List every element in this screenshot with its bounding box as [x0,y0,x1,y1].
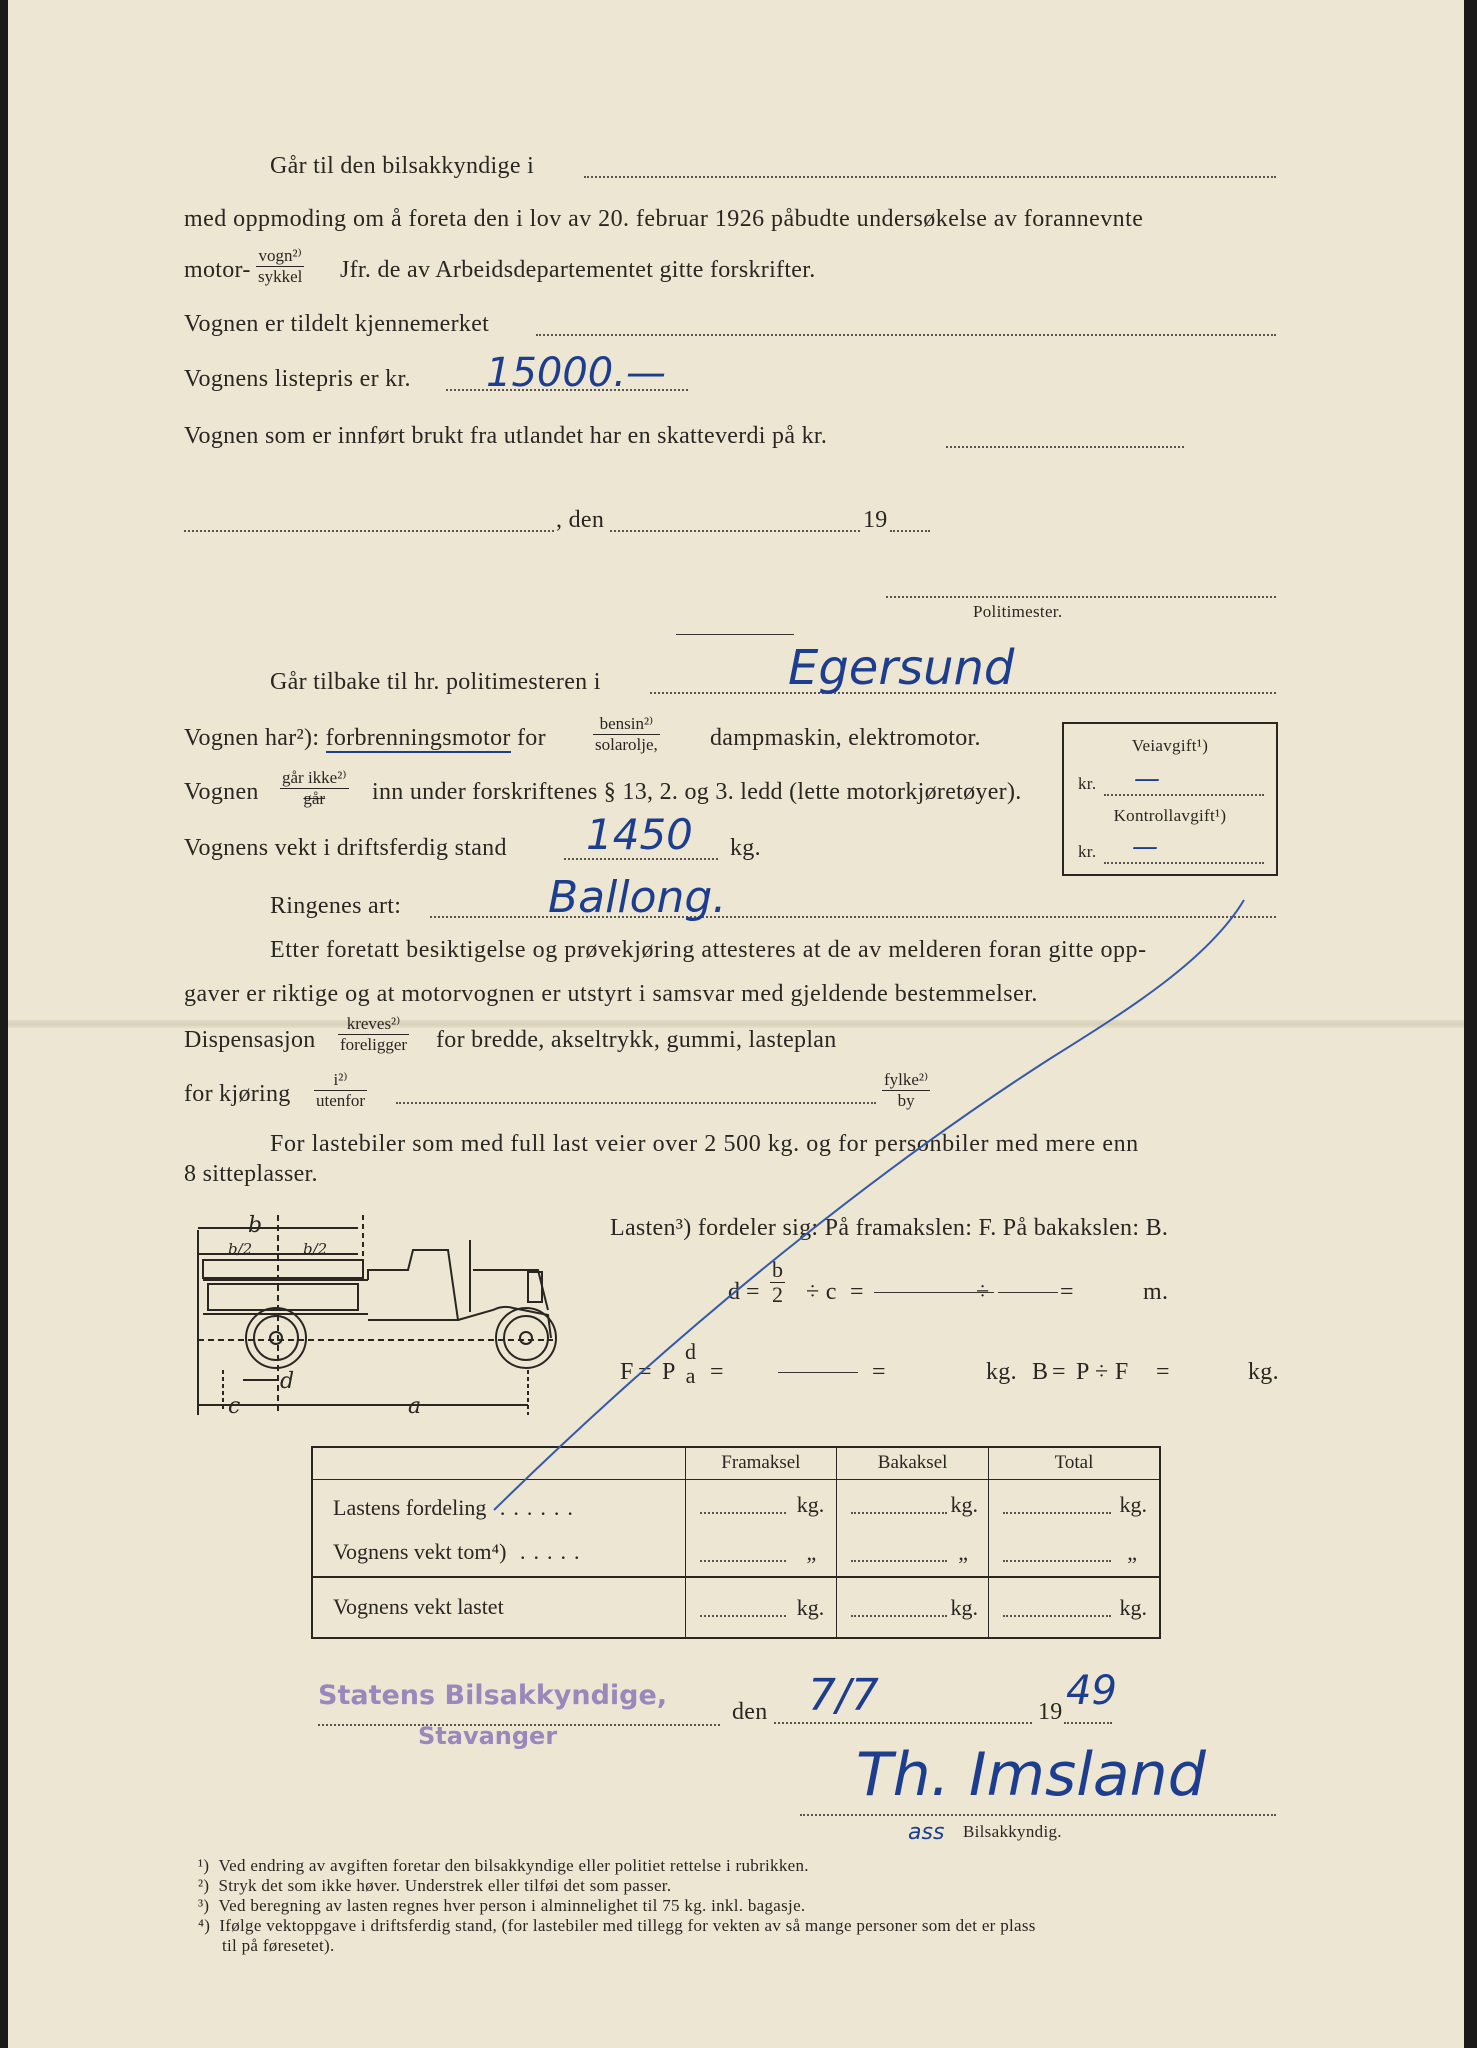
handwritten-vekt: 1450 [586,810,693,859]
diagram-label-c: c [228,1394,241,1419]
handwritten-ballong: Ballong. [548,872,727,923]
eq1-div: ÷ [976,1279,990,1305]
eq2-equals2: = [710,1359,724,1385]
line-skatteverdi: Vognen som er innført brukt fra utlandet har en skatteverdi på kr. [184,423,828,449]
vognen-label: Vognen [184,779,259,805]
para-besiktigelse-1: Etter foretatt besiktigelse og prøvekjøring attesteres at de av melderen foran gitte opp- [270,937,1147,963]
veiavgift-title: Veiavgift¹) [1131,736,1209,755]
line-forskriftenes: inn under forskriftenes § 13, 2. og 3. ledd (lette motorkjøretøyer). [372,779,1022,805]
eq1-equals2: = [850,1279,864,1305]
handwritten-veiavgift-dash: — [1134,764,1160,794]
eq1-m: m. [1143,1279,1169,1305]
handwritten-date: 7/7 [808,1670,879,1721]
stamp-line1: Statens Bilsakkyndige, [318,1680,668,1711]
kontrollavgift-kr: kr. [1078,842,1097,861]
dispensasjon-rest: for bredde, akseltrykk, gummi, lasteplan [436,1027,837,1053]
eq2-kg: kg. [986,1359,1017,1385]
diagram-label-b: b [248,1213,263,1238]
motor-types: dampmaskin, elektromotor. [710,725,981,751]
kontrollavgift-title: Kontrollavgift¹) [1113,806,1227,825]
eq2-P: P [662,1359,676,1385]
table-cell[interactable]: kg. [988,1479,1160,1528]
table-row-label-tom: Vognens vekt tom⁴) ..... [312,1528,685,1577]
table-cell[interactable]: kg. [988,1577,1160,1638]
lasten-line: Lasten³) fordeler sig: På framakslen: F. På bakakslen: B. [610,1215,1169,1241]
line-listepris: Vognens listepris er kr. [184,366,411,392]
line-oppmoding: med oppmoding om å foreta den i lov av 20. februar 1926 påbudte undersøkelse av forannevnte [184,206,1144,232]
eq2-kg2: kg. [1248,1359,1279,1385]
year-prefix: 19 [863,507,888,533]
table-cell[interactable]: kg. [837,1479,989,1528]
eq1-rest: ÷ c [806,1279,837,1305]
eq1-b-over-2: $\frac{b}{2}$ [772,1257,783,1307]
eq2-d-over-a: d a [685,1339,696,1388]
eq2-equals5: = [1156,1359,1170,1385]
handwritten-listepris: 15000.— [486,350,666,396]
table-cell[interactable]: „ [685,1528,837,1577]
footer-den: den [732,1699,768,1725]
vogn-sykkel-fraction: vogn²⁾ sykkel [258,246,303,286]
diagonal-cancel-line [8,0,1464,2048]
table-cell[interactable]: „ [837,1528,989,1577]
eq2-equals3: = [872,1359,886,1385]
diagram-label-a: a [408,1394,422,1419]
vekt-unit: kg. [730,835,761,861]
handwritten-signature: Th. Imsland [856,1740,1206,1810]
motor-prefix: motor- [184,257,251,283]
handwritten-kontroll-dash: — [1132,832,1158,862]
line-jfr: Jfr. de av Arbeidsdepartementet gitte forskrifter. [340,257,816,283]
line-kjennemerket: Vognen er tildelt kjennemerket [184,311,490,337]
handwritten-egersund: Egersund [788,640,1015,696]
signature-prefix: ass [908,1820,945,1845]
eq2-rest: P ÷ F [1076,1359,1129,1385]
fylke-by-fraction: fylke²⁾ by [884,1070,929,1110]
table-cell[interactable]: kg. [837,1577,989,1638]
diagram-label-b2b: b/2 [303,1240,328,1258]
line-gaar-til: Går til den bilsakkyndige i [270,153,535,179]
eq1-d: d [728,1279,741,1305]
vekt-label: Vognens vekt i driftsferdig stand [184,835,507,861]
form-page [8,0,1464,2048]
lastebiler-line2: 8 sitteplasser. [184,1161,318,1187]
table-header-framaksel: Framaksel [685,1447,837,1479]
footnote-4-cont: til på føresetet). [222,1936,335,1955]
dispensasjon-label: Dispensasjon [184,1027,316,1053]
eq2-equals4: = [1052,1359,1066,1385]
field-footer-date[interactable] [774,1722,1032,1724]
footer-year-prefix: 19 [1038,1699,1063,1725]
vognen-har-label: Vognen har²): forbrenningsmotor for [184,725,546,751]
bensin-solarolje-fraction: bensin²⁾ solarolje, [595,714,658,754]
veiavgift-kr: kr. [1078,774,1097,793]
para-besiktigelse-2: gaver er riktige og at motorvognen er utstyrt i samsvar med gjeldende bestemmelser. [184,981,1038,1007]
eq2-equals: = [638,1359,652,1385]
footnote-4: ⁴) Ifølge vektoppgave i driftsferdig stand, (for lastebiler med tillegg for vekten av så mange personer som det er plass [198,1916,1036,1935]
footnote-2: ²) Stryk det som ikke høver. Understrek eller tilføi det som passer. [198,1876,672,1895]
kjoring-label: for kjøring [184,1081,291,1107]
gaar-ikke-fraction: går ikke²⁾ går [282,768,347,808]
table-row-label-fordeling: Lastens fordeling ...... [312,1479,685,1528]
bilsakkyndig-label: Bilsakkyndig. [963,1822,1062,1841]
footnote-1: ¹) Ved endring av avgiften foretar den bilsakkyndige eller politiet rettelse i rubrikken. [198,1856,809,1875]
politimester-label: Politimester. [973,602,1063,621]
den-label: , den [556,507,605,533]
ringenes-label: Ringenes art: [270,893,402,919]
handwritten-year: 49 [1066,1668,1117,1714]
diagram-label-b2a: b/2 [228,1240,253,1258]
field-bilsak-sign[interactable] [800,1814,1276,1816]
stamp-line2: Stavanger [418,1722,558,1750]
lastebiler-line1: For lastebiler som med full last veier over 2 500 kg. og for personbiler med mere enn [270,1131,1139,1157]
eq1-equals3: = [1060,1279,1074,1305]
table-cell[interactable]: kg. [685,1577,837,1638]
eq2-B: B [1032,1359,1049,1385]
i-utenfor-fraction: i²⁾ utenfor [316,1070,366,1110]
table-header-total: Total [988,1447,1160,1479]
kreves-fraction: kreves²⁾ foreligger [340,1014,408,1054]
field-footer-year[interactable] [1064,1722,1112,1724]
line-gaar-tilbake: Går tilbake til hr. politimesteren i [270,669,601,695]
table-cell[interactable]: „ [988,1528,1160,1577]
table-cell[interactable]: kg. [685,1479,837,1528]
diagram-label-d: d [280,1369,295,1394]
table-row-label-lastet: Vognens vekt lastet [312,1577,685,1638]
eq2-F: F [620,1359,634,1385]
field-bilsak-place[interactable] [318,1724,720,1726]
footnote-3: ³) Ved beregning av lasten regnes hver person i alminnelighet til 75 kg. inkl. bagasje. [198,1896,806,1915]
eq1-equals: = [746,1279,760,1305]
table-header-bakaksel: Bakaksel [837,1447,989,1479]
